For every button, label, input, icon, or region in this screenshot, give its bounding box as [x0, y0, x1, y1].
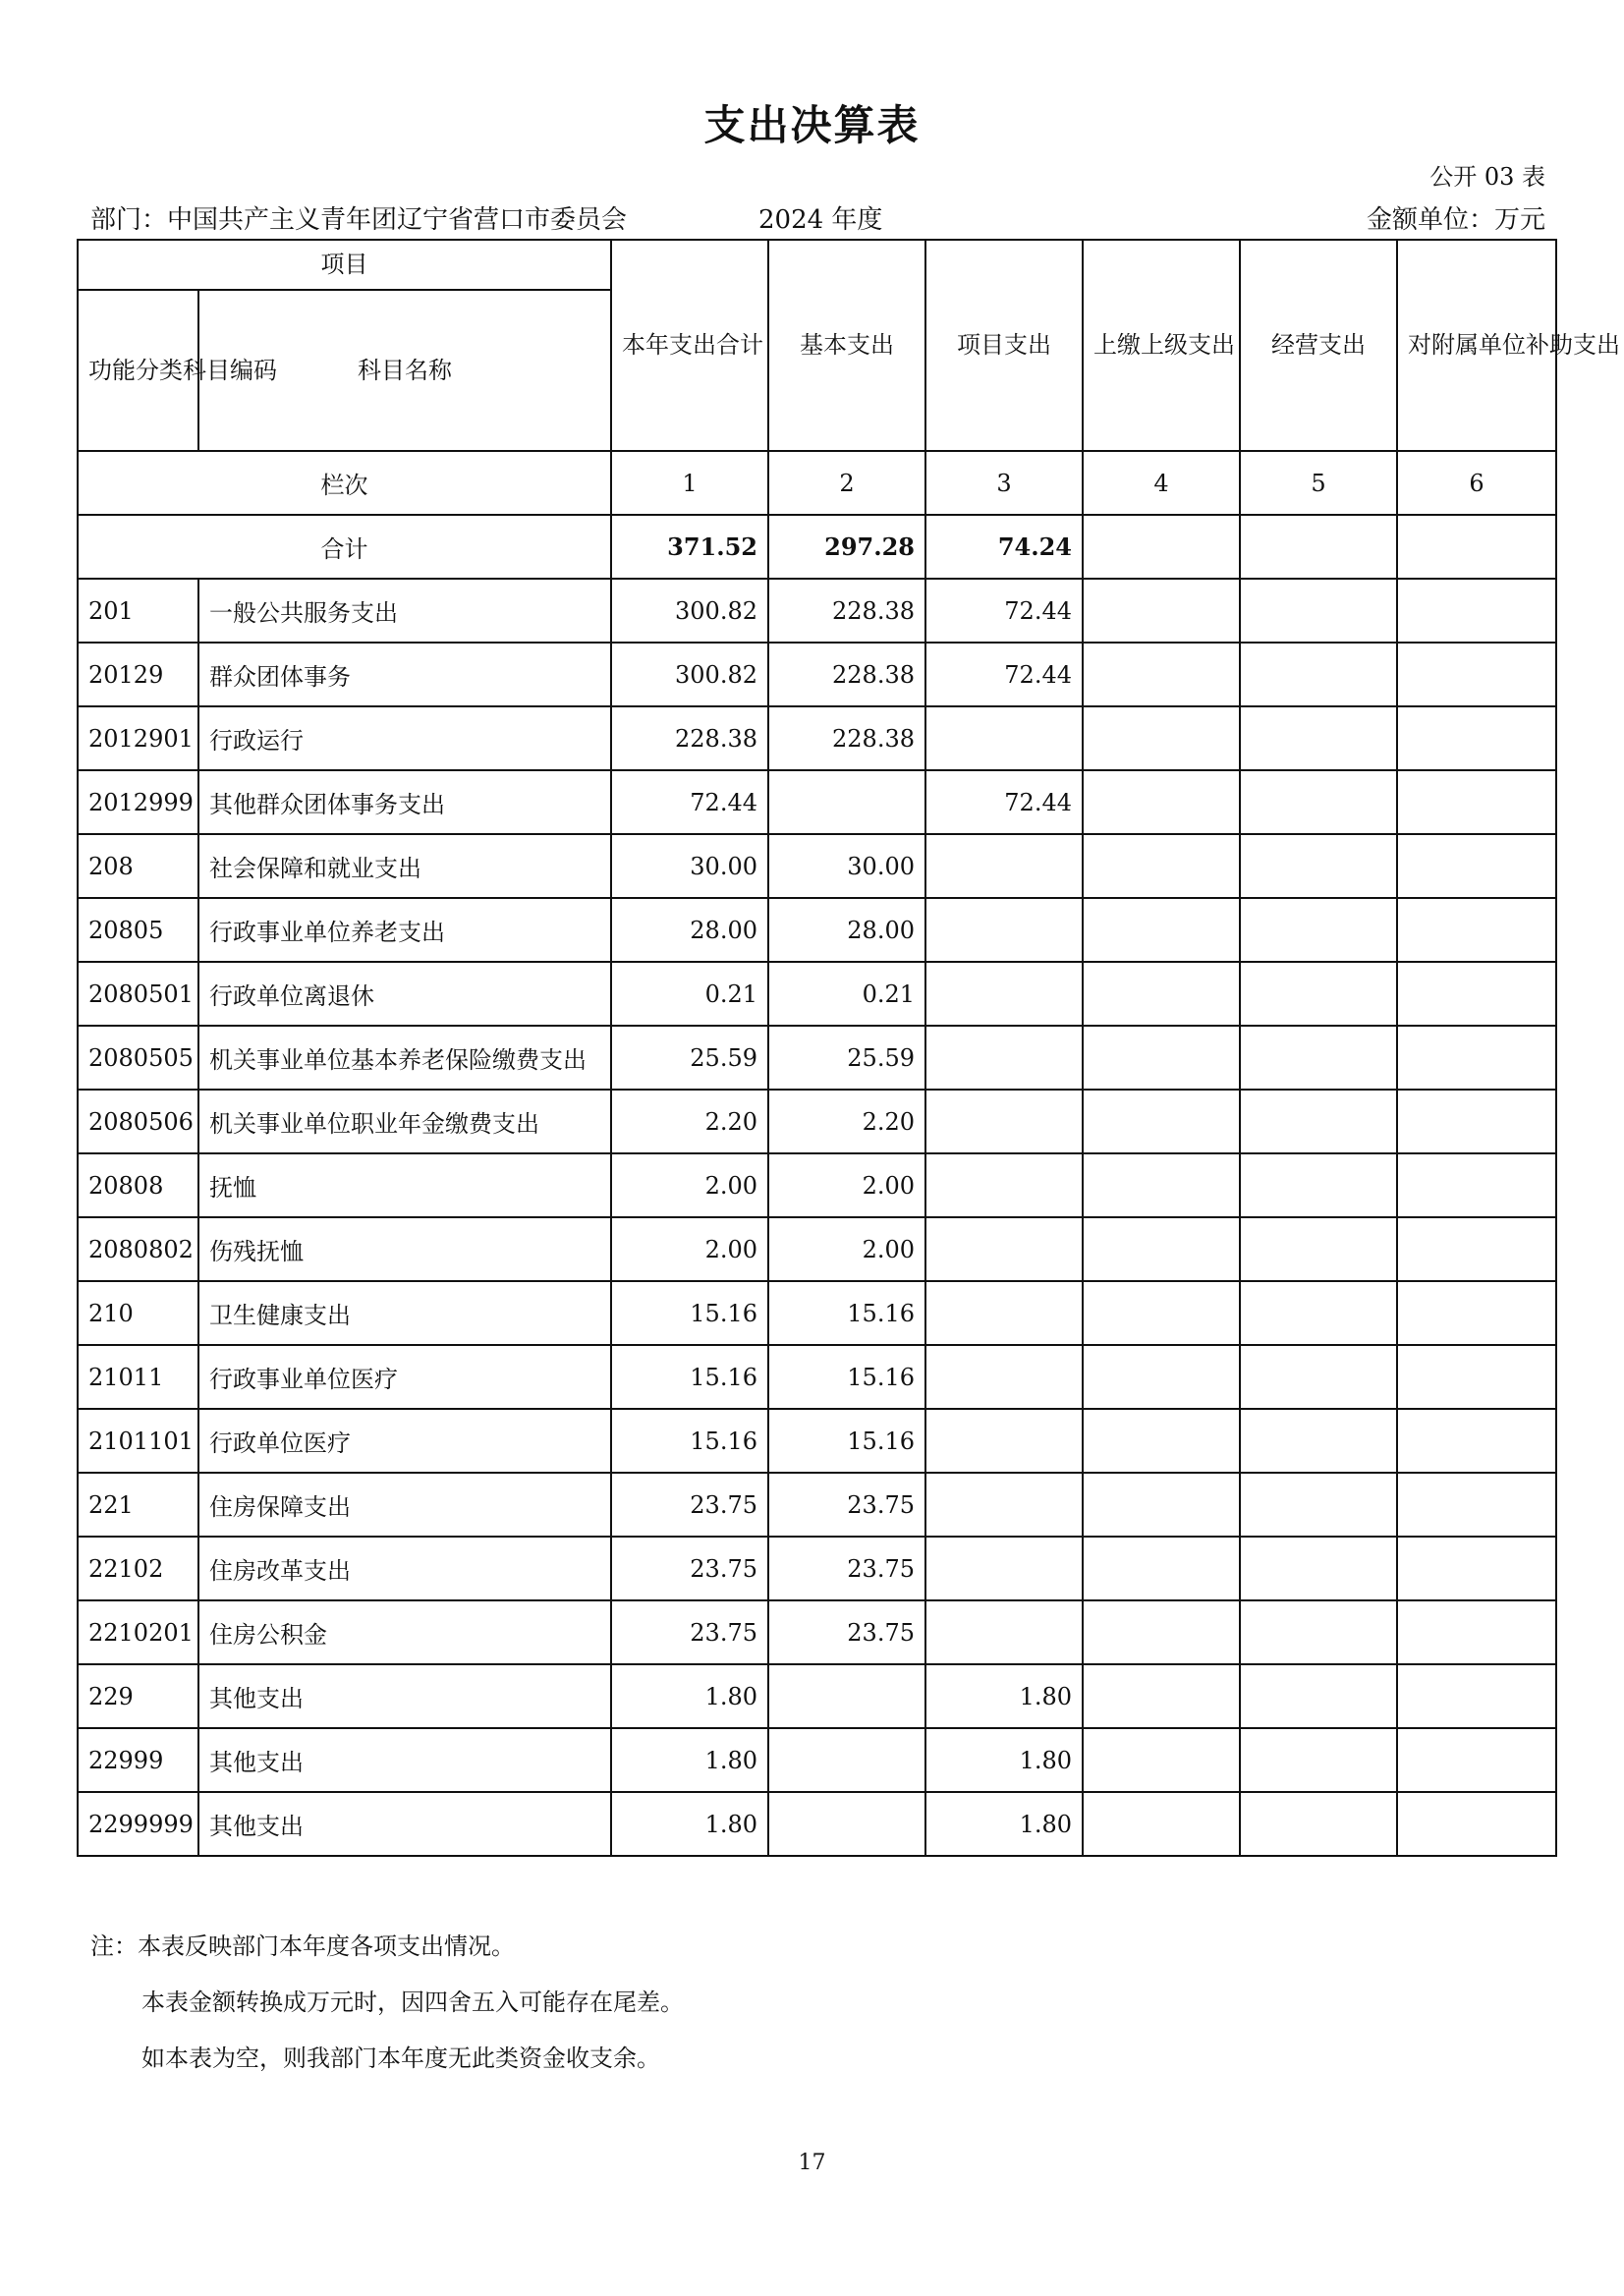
amount-cell — [1397, 770, 1556, 834]
amount-cell: 23.75 — [768, 1473, 925, 1537]
amount-cell — [1240, 1345, 1397, 1409]
subject-code: 20805 — [78, 898, 198, 962]
subject-code: 221 — [78, 1473, 198, 1537]
table-row — [78, 706, 1556, 770]
subject-code: 2012901 — [78, 706, 198, 770]
column-number: 4 — [1083, 451, 1240, 515]
amount-cell: 300.82 — [611, 579, 768, 643]
amount-cell — [1083, 1728, 1240, 1792]
subject-name: 机关事业单位职业年金缴费支出 — [198, 1090, 611, 1153]
amount-cell — [1240, 706, 1397, 770]
amount-cell: 72.44 — [925, 579, 1083, 643]
subject-code: 2210201 — [78, 1600, 198, 1664]
total-value: 74.24 — [925, 515, 1083, 579]
total-value — [1240, 515, 1397, 579]
header-col4: 上缴上级支出 — [1083, 240, 1240, 451]
amount-cell: 15.16 — [768, 1409, 925, 1473]
subject-name: 行政事业单位医疗 — [198, 1345, 611, 1409]
amount-cell: 15.16 — [611, 1409, 768, 1473]
table-row — [78, 898, 1556, 962]
subject-name: 行政单位医疗 — [198, 1409, 611, 1473]
amount-cell: 2.00 — [611, 1153, 768, 1217]
amount-cell: 72.44 — [925, 643, 1083, 706]
amount-cell — [1240, 1537, 1397, 1600]
amount-cell: 1.80 — [925, 1728, 1083, 1792]
amount-cell: 2.00 — [768, 1153, 925, 1217]
amount-cell — [1083, 1345, 1240, 1409]
amount-cell — [1083, 579, 1240, 643]
amount-cell — [1083, 962, 1240, 1026]
subject-name: 行政事业单位养老支出 — [198, 898, 611, 962]
amount-cell — [1397, 1090, 1556, 1153]
amount-cell: 1.80 — [925, 1664, 1083, 1728]
subject-name: 一般公共服务支出 — [198, 579, 611, 643]
subject-code: 20808 — [78, 1153, 198, 1217]
column-number: 1 — [611, 451, 768, 515]
amount-cell — [768, 1664, 925, 1728]
total-row — [78, 515, 1556, 579]
amount-cell — [1240, 1153, 1397, 1217]
subject-code: 2101101 — [78, 1409, 198, 1473]
department-label: 部门：中国共产主义青年团辽宁省营口市委员会 — [90, 205, 628, 235]
table-row — [78, 1537, 1556, 1600]
amount-unit: 金额单位：万元 — [1366, 205, 1545, 235]
amount-cell — [1397, 579, 1556, 643]
fiscal-year: 2024 年度 — [758, 205, 883, 235]
subject-name: 其他支出 — [198, 1792, 611, 1856]
header-code: 功能分类科目编码 — [78, 290, 198, 451]
amount-cell — [1397, 1345, 1556, 1409]
amount-cell — [1240, 898, 1397, 962]
table-row — [78, 643, 1556, 706]
amount-cell — [1083, 1473, 1240, 1537]
subject-code: 208 — [78, 834, 198, 898]
amount-cell: 300.82 — [611, 643, 768, 706]
amount-cell — [1083, 1537, 1240, 1600]
amount-cell — [1240, 834, 1397, 898]
subject-name: 社会保障和就业支出 — [198, 834, 611, 898]
table-row — [78, 1026, 1556, 1090]
amount-cell — [925, 1281, 1083, 1345]
column-number: 3 — [925, 451, 1083, 515]
subject-name: 卫生健康支出 — [198, 1281, 611, 1345]
amount-cell — [1083, 770, 1240, 834]
total-value — [1083, 515, 1240, 579]
amount-cell — [1083, 1664, 1240, 1728]
subject-code: 20129 — [78, 643, 198, 706]
table-row — [78, 1664, 1556, 1728]
amount-cell: 23.75 — [611, 1600, 768, 1664]
total-value: 297.28 — [768, 515, 925, 579]
amount-cell: 72.44 — [611, 770, 768, 834]
subject-name: 住房保障支出 — [198, 1473, 611, 1537]
amount-cell: 15.16 — [611, 1345, 768, 1409]
note-line: 如本表为空，则我部门本年度无此类资金收支余。 — [141, 2044, 660, 2072]
header-col3: 项目支出 — [925, 240, 1083, 451]
subject-name: 行政运行 — [198, 706, 611, 770]
page-number: 17 — [798, 2151, 826, 2175]
amount-cell — [925, 1345, 1083, 1409]
header-name: 科目名称 — [198, 290, 611, 451]
amount-cell: 228.38 — [768, 706, 925, 770]
amount-cell: 0.21 — [768, 962, 925, 1026]
table-row — [78, 1600, 1556, 1664]
amount-cell: 15.16 — [611, 1281, 768, 1345]
total-value: 371.52 — [611, 515, 768, 579]
amount-cell: 228.38 — [768, 579, 925, 643]
amount-cell: 23.75 — [611, 1473, 768, 1537]
table-row — [78, 834, 1556, 898]
amount-cell — [1083, 1792, 1240, 1856]
subject-name: 其他群众团体事务支出 — [198, 770, 611, 834]
amount-cell: 2.00 — [768, 1217, 925, 1281]
subject-name: 住房公积金 — [198, 1600, 611, 1664]
table-row — [78, 579, 1556, 643]
subject-name: 住房改革支出 — [198, 1537, 611, 1600]
amount-cell — [1240, 770, 1397, 834]
amount-cell — [1240, 1026, 1397, 1090]
amount-cell — [925, 1217, 1083, 1281]
amount-cell — [925, 834, 1083, 898]
amount-cell: 28.00 — [611, 898, 768, 962]
subject-code: 22102 — [78, 1537, 198, 1600]
header-item: 项目 — [78, 240, 611, 290]
subject-code: 21011 — [78, 1345, 198, 1409]
amount-cell — [1397, 1664, 1556, 1728]
amount-cell — [1240, 1600, 1397, 1664]
amount-cell — [1397, 898, 1556, 962]
amount-cell: 23.75 — [768, 1537, 925, 1600]
amount-cell — [1397, 1409, 1556, 1473]
column-number: 5 — [1240, 451, 1397, 515]
amount-cell — [1397, 1537, 1556, 1600]
amount-cell — [1397, 1153, 1556, 1217]
table-row — [78, 1217, 1556, 1281]
amount-cell — [1397, 1026, 1556, 1090]
table-row — [78, 1345, 1556, 1409]
subject-name: 其他支出 — [198, 1728, 611, 1792]
amount-cell — [1240, 643, 1397, 706]
amount-cell: 30.00 — [611, 834, 768, 898]
amount-cell — [1083, 706, 1240, 770]
amount-cell: 30.00 — [768, 834, 925, 898]
amount-cell: 23.75 — [768, 1600, 925, 1664]
column-number: 2 — [768, 451, 925, 515]
subject-code: 2080505 — [78, 1026, 198, 1090]
amount-cell: 72.44 — [925, 770, 1083, 834]
amount-cell — [1397, 1473, 1556, 1537]
subject-code: 2080802 — [78, 1217, 198, 1281]
subject-name: 机关事业单位基本养老保险缴费支出 — [198, 1026, 611, 1090]
header-col6: 对附属单位补助支出 — [1397, 240, 1556, 451]
subject-code: 22999 — [78, 1728, 198, 1792]
subject-code: 2012999 — [78, 770, 198, 834]
table-row — [78, 770, 1556, 834]
amount-cell — [1240, 1728, 1397, 1792]
amount-cell — [1083, 1153, 1240, 1217]
amount-cell — [925, 898, 1083, 962]
form-number: 公开 03 表 — [1429, 163, 1545, 191]
amount-cell — [925, 1090, 1083, 1153]
note-line: 本表金额转换成万元时，因四舍五入可能存在尾差。 — [141, 1988, 684, 2016]
amount-cell: 15.16 — [768, 1281, 925, 1345]
amount-cell — [1083, 643, 1240, 706]
header-col1: 本年支出合计 — [611, 240, 768, 451]
total-value — [1397, 515, 1556, 579]
amount-cell: 25.59 — [611, 1026, 768, 1090]
expenditure-table — [77, 239, 1620, 1857]
column-number: 6 — [1397, 451, 1556, 515]
subject-name: 抚恤 — [198, 1153, 611, 1217]
amount-cell — [1240, 1090, 1397, 1153]
amount-cell — [1240, 579, 1397, 643]
amount-cell — [1083, 898, 1240, 962]
column-number-row — [78, 451, 1556, 515]
amount-cell — [1240, 1217, 1397, 1281]
amount-cell — [1397, 834, 1556, 898]
amount-cell — [1397, 706, 1556, 770]
amount-cell: 2.00 — [611, 1217, 768, 1281]
subject-name: 群众团体事务 — [198, 643, 611, 706]
amount-cell — [1397, 643, 1556, 706]
table-row — [78, 1090, 1556, 1153]
table-row — [78, 1281, 1556, 1345]
subject-code: 2080506 — [78, 1090, 198, 1153]
table-row — [78, 1409, 1556, 1473]
table-row — [78, 1792, 1556, 1856]
amount-cell — [1397, 962, 1556, 1026]
amount-cell: 1.80 — [611, 1792, 768, 1856]
amount-cell — [1083, 1217, 1240, 1281]
subject-name: 伤残抚恤 — [198, 1217, 611, 1281]
subject-code: 210 — [78, 1281, 198, 1345]
table-row — [78, 1153, 1556, 1217]
amount-cell: 228.38 — [768, 643, 925, 706]
amount-cell — [925, 1473, 1083, 1537]
amount-cell — [1083, 1281, 1240, 1345]
table-row — [78, 1473, 1556, 1537]
amount-cell — [768, 1792, 925, 1856]
amount-cell — [1240, 1281, 1397, 1345]
amount-cell — [1397, 1281, 1556, 1345]
amount-cell — [1240, 1409, 1397, 1473]
page-title: 支出决算表 — [703, 101, 921, 149]
amount-cell — [925, 962, 1083, 1026]
amount-cell — [768, 1728, 925, 1792]
subject-name: 行政单位离退休 — [198, 962, 611, 1026]
amount-cell — [1240, 1792, 1397, 1856]
amount-cell — [1083, 1600, 1240, 1664]
amount-cell — [1083, 1026, 1240, 1090]
header-col2: 基本支出 — [768, 240, 925, 451]
amount-cell — [1397, 1792, 1556, 1856]
total-label: 合计 — [78, 515, 611, 579]
subject-name: 其他支出 — [198, 1664, 611, 1728]
notes — [90, 1919, 684, 2087]
header-col5: 经营支出 — [1240, 240, 1397, 451]
header-row-item — [78, 240, 1556, 290]
amount-cell — [925, 1409, 1083, 1473]
amount-cell: 228.38 — [611, 706, 768, 770]
table-row — [78, 1728, 1556, 1792]
amount-cell — [1083, 1090, 1240, 1153]
amount-cell — [1240, 1664, 1397, 1728]
amount-cell: 2.20 — [611, 1090, 768, 1153]
amount-cell — [925, 706, 1083, 770]
amount-cell — [1083, 1409, 1240, 1473]
table-row — [78, 962, 1556, 1026]
amount-cell: 1.80 — [925, 1792, 1083, 1856]
amount-cell — [1397, 1600, 1556, 1664]
amount-cell: 28.00 — [768, 898, 925, 962]
amount-cell — [1240, 962, 1397, 1026]
amount-cell — [1397, 1728, 1556, 1792]
amount-cell: 2.20 — [768, 1090, 925, 1153]
table-body — [78, 579, 1556, 1856]
amount-cell — [925, 1600, 1083, 1664]
subject-code: 2080501 — [78, 962, 198, 1026]
amount-cell: 1.80 — [611, 1664, 768, 1728]
amount-cell — [1240, 1473, 1397, 1537]
amount-cell — [768, 770, 925, 834]
column-number-label: 栏次 — [78, 451, 611, 515]
amount-cell: 15.16 — [768, 1345, 925, 1409]
subject-code: 2299999 — [78, 1792, 198, 1856]
amount-cell — [925, 1026, 1083, 1090]
amount-cell — [1083, 834, 1240, 898]
amount-cell: 23.75 — [611, 1537, 768, 1600]
amount-cell — [1397, 1217, 1556, 1281]
amount-cell: 0.21 — [611, 962, 768, 1026]
amount-cell — [925, 1537, 1083, 1600]
amount-cell: 1.80 — [611, 1728, 768, 1792]
subject-code: 229 — [78, 1664, 198, 1728]
subject-code: 201 — [78, 579, 198, 643]
amount-cell: 25.59 — [768, 1026, 925, 1090]
note-line: 注：本表反映部门本年度各项支出情况。 — [90, 1932, 515, 1960]
amount-cell — [925, 1153, 1083, 1217]
